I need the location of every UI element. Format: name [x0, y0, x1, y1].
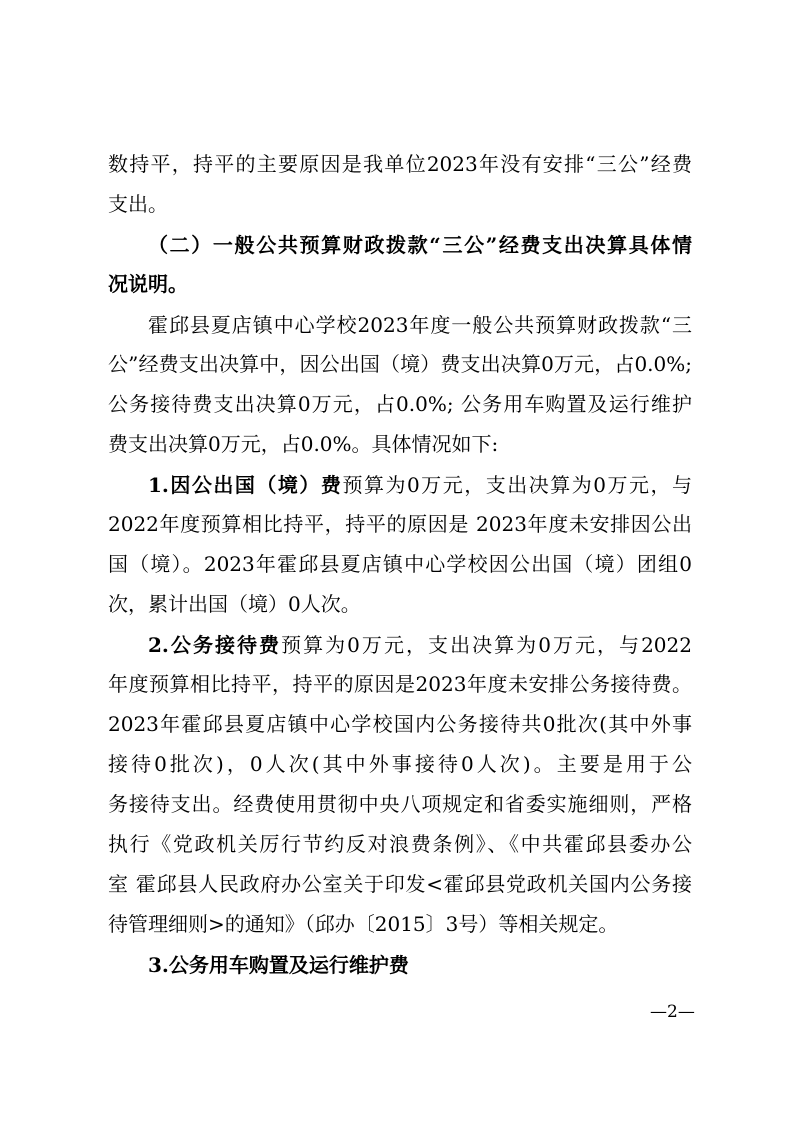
paragraph-line: 次，累计出国（境）0人次。: [108, 592, 361, 616]
paragraph-line: 费支出决算0万元，占0.0%。具体情况如下:: [108, 432, 499, 456]
paragraph-line: 接待0批次)，0人次(其中外事接待0人次)。主要是用于公: [108, 752, 692, 776]
paragraph-line: [148, 631, 692, 659]
paragraph-line: [148, 471, 692, 499]
page-number: —2—: [650, 1002, 695, 1022]
paragraph-line: 公”经费支出决算中，因公出国（境）费支出决算0万元，占0.0%;: [108, 352, 692, 376]
item-heading: 1.因公出国（境）费: [148, 473, 343, 497]
paragraph-line: 支出。: [108, 192, 168, 216]
item-text: 预算为0万元，支出决算为0万元，与: [342, 473, 692, 497]
paragraph-line: 待管理细则>的通知》（邱办〔2015〕3号）等相关规定。: [108, 912, 619, 936]
item-text: 预算为0万元，支出决算为0万元，与2022: [281, 633, 692, 657]
paragraph-line: 年度预算相比持平，持平的原因是2023年度未安排公务接待费。: [108, 672, 692, 696]
section-heading: （二）一般公共预算财政拨款“三公”经费支出决算具体情: [148, 233, 692, 257]
item-heading: 3.公务用车购置及运行维护费: [148, 953, 409, 977]
paragraph-line: 室 霍邱县人民政府办公室关于印发<霍邱县党政机关国内公务接: [108, 872, 692, 896]
paragraph-line: 2022年度预算相比持平，持平的原因是 2023年度未安排因公出: [108, 512, 692, 536]
paragraph-line: 公务接待费支出决算0万元，占0.0%; 公务用车购置及运行维护: [108, 392, 692, 416]
paragraph-line: 国（境）。2023年霍邱县夏店镇中心学校因公出国（境）团组0: [108, 552, 692, 576]
paragraph-line: 执行《党政机关厉行节约反对浪费条例》、《中共霍邱县委办公: [108, 832, 692, 856]
paragraph-line: 2023年霍邱县夏店镇中心学校国内公务接待共0批次(其中外事: [108, 712, 692, 736]
paragraph-line: 霍邱县夏店镇中心学校2023年度一般公共预算财政拨款“三: [148, 313, 692, 337]
item-heading: 2.公务接待费: [148, 633, 282, 657]
paragraph-line: 务接待支出。经费使用贯彻中央八项规定和省委实施细则，严格: [108, 792, 692, 816]
section-heading: 况说明。: [108, 272, 188, 296]
paragraph-line: 数持平，持平的主要原因是我单位2023年没有安排“三公”经费: [108, 152, 692, 176]
